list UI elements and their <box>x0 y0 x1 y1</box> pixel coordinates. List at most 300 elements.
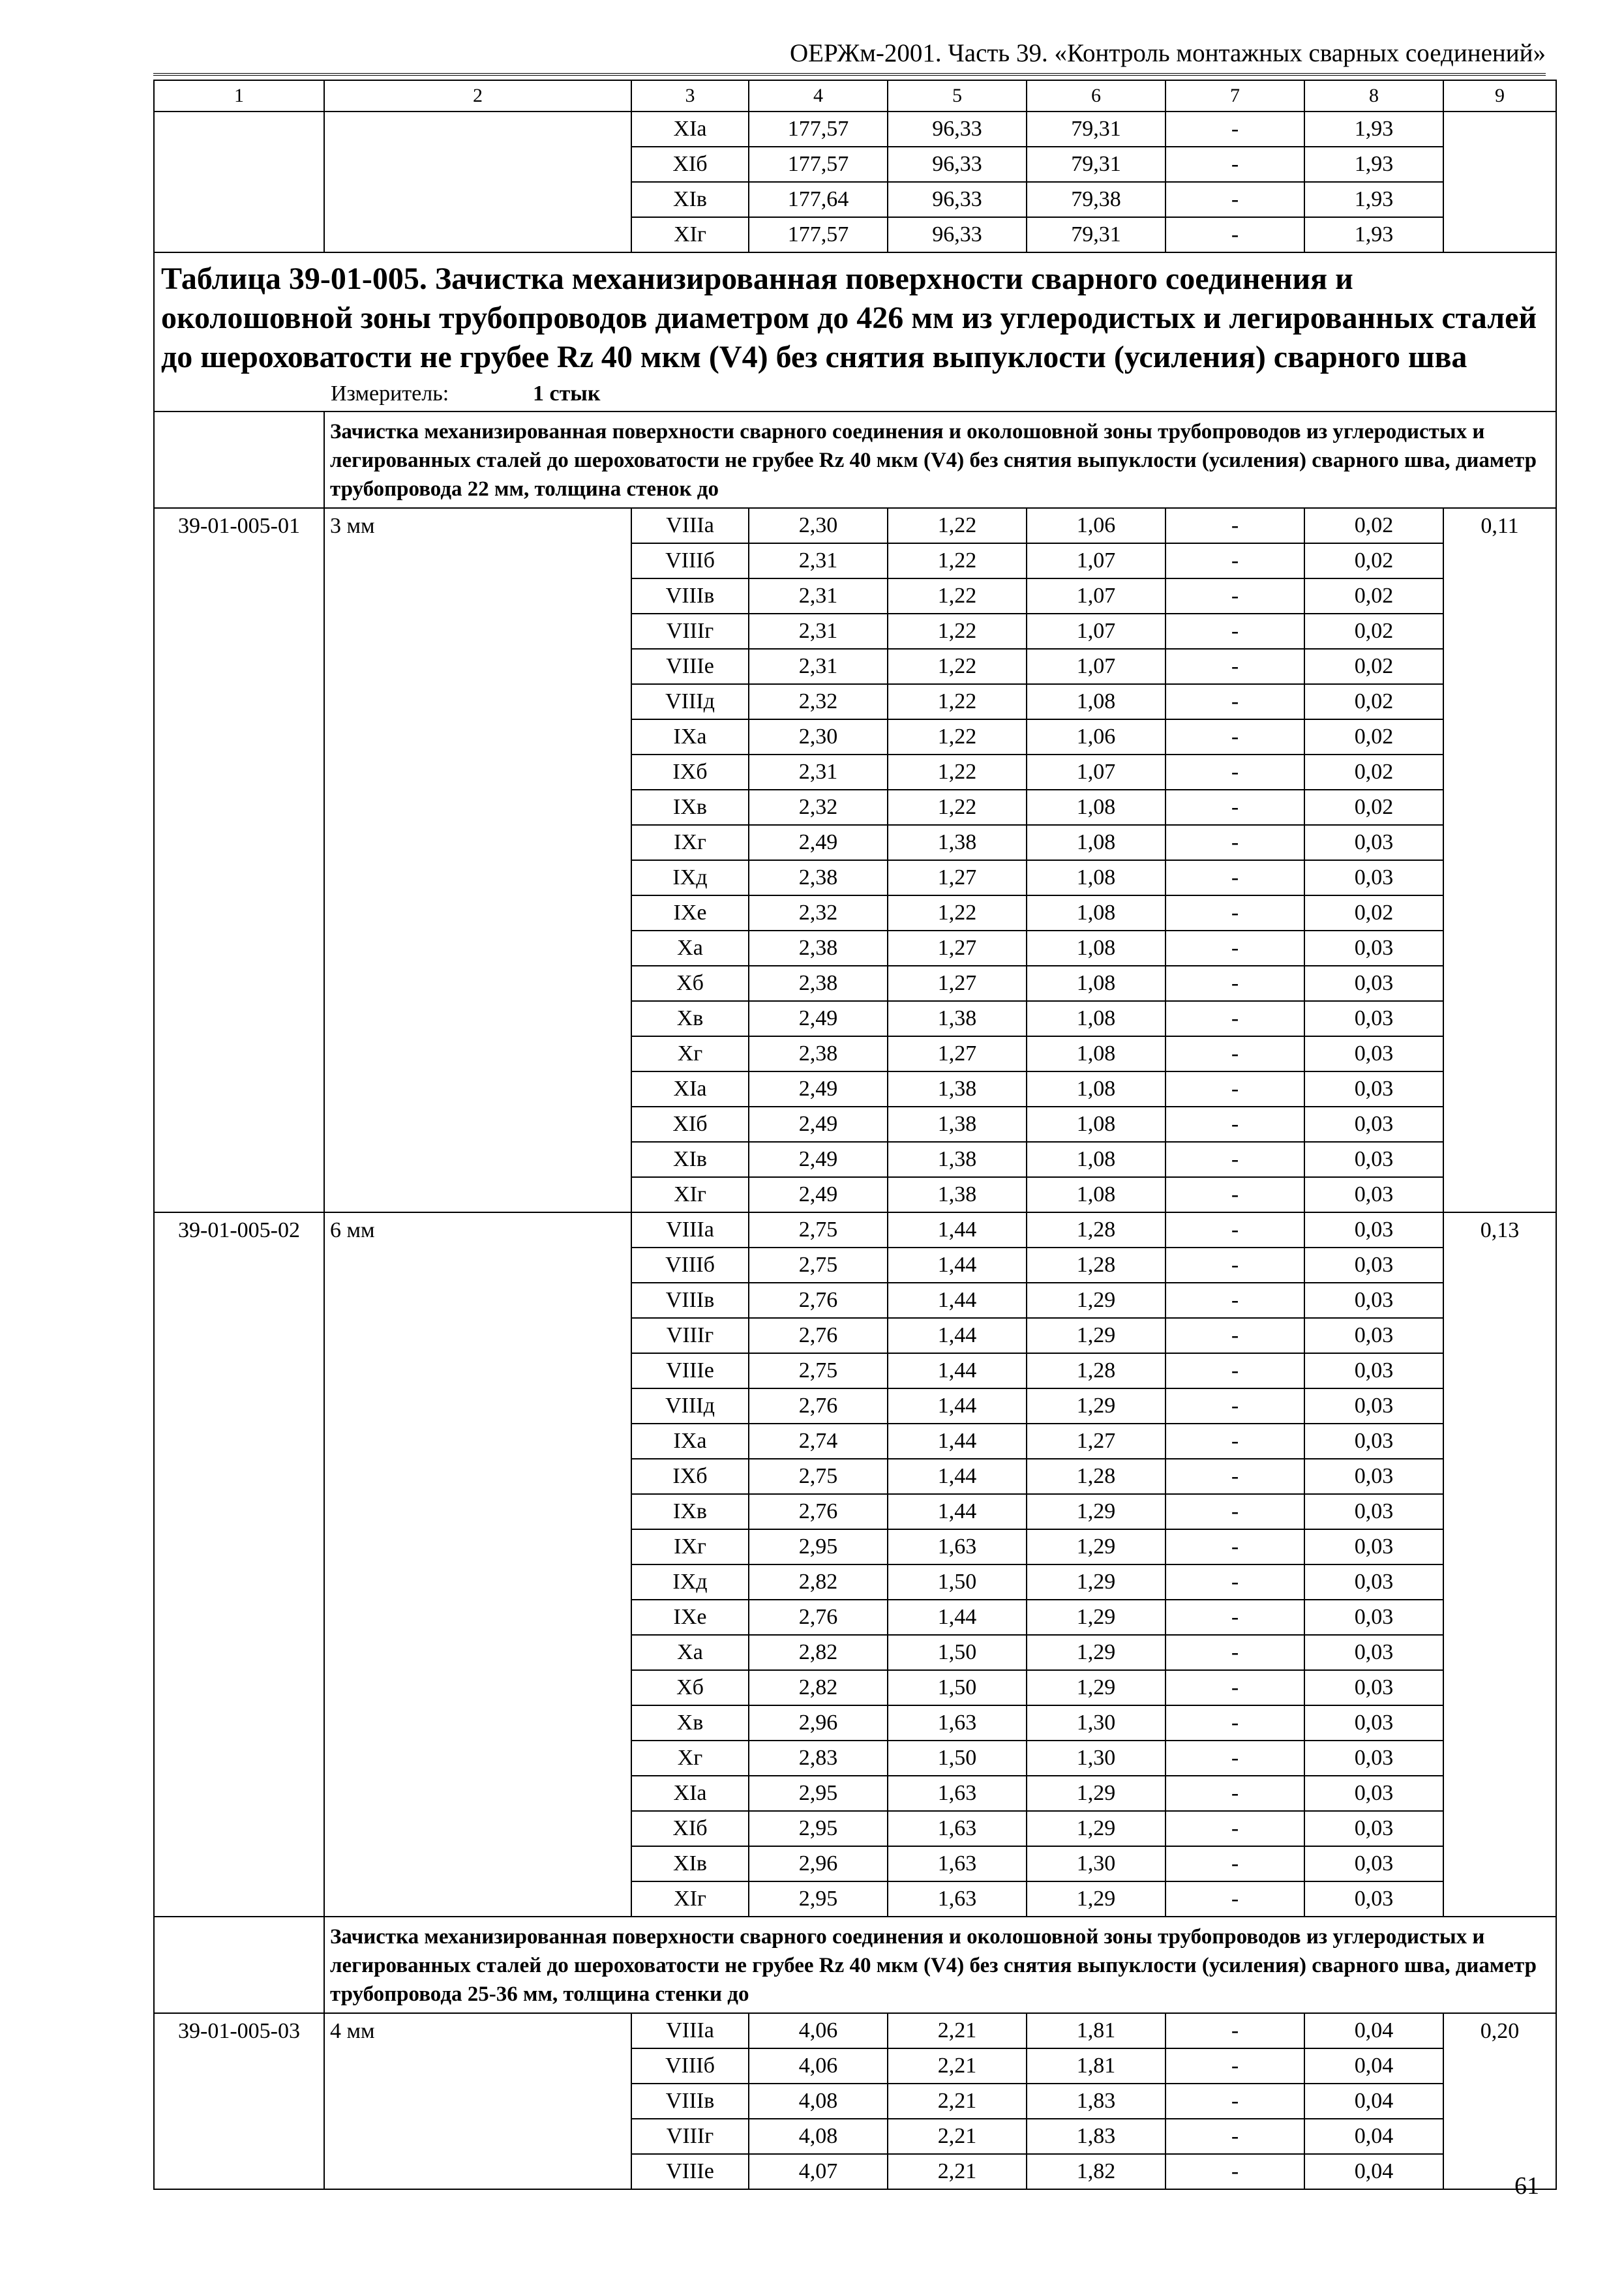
value-cell-c7: - <box>1165 182 1304 217</box>
value-cell-c5: 2,21 <box>888 2048 1027 2084</box>
value-cell-c7: - <box>1165 1142 1304 1177</box>
category-cell: VIIIг <box>631 614 749 649</box>
category-cell: VIIIд <box>631 684 749 719</box>
value-cell-c6: 1,07 <box>1027 614 1165 649</box>
value-cell-c4: 2,95 <box>749 1881 888 1917</box>
norm-value: 0,11 <box>1443 508 1556 1212</box>
value-cell-c4: 2,75 <box>749 1212 888 1248</box>
column-number: 1 <box>154 80 324 112</box>
value-cell-c4: 2,76 <box>749 1600 888 1635</box>
value-cell-c4: 2,31 <box>749 614 888 649</box>
value-cell-c6: 1,29 <box>1027 1776 1165 1811</box>
value-cell-c8: 0,03 <box>1304 1881 1443 1917</box>
value-cell-c8: 0,02 <box>1304 578 1443 614</box>
value-cell-c7: - <box>1165 2119 1304 2154</box>
value-cell-c8: 1,93 <box>1304 147 1443 182</box>
value-cell-c7: - <box>1165 1494 1304 1529</box>
value-cell-c6: 1,07 <box>1027 649 1165 684</box>
value-cell-c7: - <box>1165 1635 1304 1670</box>
table-title-cell <box>154 252 1556 411</box>
category-cell: Xв <box>631 1705 749 1741</box>
category-cell: VIIIв <box>631 1283 749 1318</box>
value-cell-c6: 1,28 <box>1027 1459 1165 1494</box>
value-cell-c4: 2,75 <box>749 1248 888 1283</box>
value-cell-c7: - <box>1165 543 1304 578</box>
value-cell-c4: 2,32 <box>749 684 888 719</box>
value-cell-c8: 0,02 <box>1304 614 1443 649</box>
value-cell-c8: 0,03 <box>1304 1107 1443 1142</box>
value-cell-c8: 0,03 <box>1304 1705 1443 1741</box>
section-description-row <box>154 411 1556 508</box>
value-cell-c5: 1,44 <box>888 1494 1027 1529</box>
value-cell-c5: 2,21 <box>888 2084 1027 2119</box>
value-cell-c6: 1,08 <box>1027 1142 1165 1177</box>
value-cell-c7: - <box>1165 1388 1304 1424</box>
wall-thickness: 3 мм <box>324 508 631 1212</box>
value-cell-c5: 1,50 <box>888 1741 1027 1776</box>
category-cell: XIв <box>631 1846 749 1881</box>
category-cell: VIIIе <box>631 2154 749 2189</box>
value-cell-c6: 1,08 <box>1027 966 1165 1001</box>
value-cell-c4: 2,38 <box>749 1036 888 1071</box>
value-cell-c4: 2,38 <box>749 931 888 966</box>
value-cell-c6: 1,83 <box>1027 2119 1165 2154</box>
value-cell-c7: - <box>1165 2048 1304 2084</box>
code-cell-empty <box>154 112 324 252</box>
value-cell-c4: 2,38 <box>749 966 888 1001</box>
table-title: Таблица 39-01-005. Зачистка механизированная поверхности сварного соединения и околошовной зоны трубопроводов диаметром до 426 мм из углеродистых и легированных сталей до шероховатости не грубее Rz 40 мкм (V4) без снятия выпуклости (усиления) сварного шва <box>161 262 1537 374</box>
section-description: Зачистка механизированная поверхности сварного соединения и околошовной зоны трубопроводов из углеродистых и легированных сталей до шероховатости не грубее Rz 40 мкм (V4) без снятия выпуклости (усиления) сварного шва, диаметр трубопровода 22 мм, толщина стенок до <box>324 411 1556 508</box>
value-cell-c5: 1,22 <box>888 719 1027 755</box>
value-cell-c6: 1,30 <box>1027 1846 1165 1881</box>
value-cell-c7: - <box>1165 931 1304 966</box>
value-cell-c5: 1,44 <box>888 1248 1027 1283</box>
value-cell-c8: 0,03 <box>1304 1388 1443 1424</box>
value-cell-c5: 1,22 <box>888 649 1027 684</box>
value-cell-c5: 1,38 <box>888 1107 1027 1142</box>
value-cell-c5: 96,33 <box>888 112 1027 147</box>
value-cell-c7: - <box>1165 1177 1304 1212</box>
value-cell-c7: - <box>1165 684 1304 719</box>
value-cell-c6: 1,29 <box>1027 1811 1165 1846</box>
value-cell-c7: - <box>1165 755 1304 790</box>
value-cell-c5: 1,27 <box>888 1036 1027 1071</box>
value-cell-c4: 2,83 <box>749 1741 888 1776</box>
value-cell-c8: 0,03 <box>1304 966 1443 1001</box>
value-cell-c6: 79,31 <box>1027 112 1165 147</box>
value-cell-c6: 1,07 <box>1027 578 1165 614</box>
value-cell-c5: 1,38 <box>888 1177 1027 1212</box>
value-cell-c5: 1,50 <box>888 1564 1027 1600</box>
value-cell-c4: 2,75 <box>749 1459 888 1494</box>
value-cell-c4: 2,49 <box>749 1001 888 1036</box>
value-cell-c8: 0,04 <box>1304 2013 1443 2048</box>
value-cell-c8: 0,03 <box>1304 1036 1443 1071</box>
value-cell-c6: 1,08 <box>1027 895 1165 931</box>
category-cell: IXг <box>631 825 749 860</box>
value-cell-c7: - <box>1165 217 1304 252</box>
value-cell-c7: - <box>1165 1776 1304 1811</box>
column-number: 8 <box>1304 80 1443 112</box>
value-cell-c4: 2,32 <box>749 895 888 931</box>
value-cell-c7: - <box>1165 147 1304 182</box>
value-cell-c8: 0,02 <box>1304 719 1443 755</box>
value-cell-c6: 1,29 <box>1027 1564 1165 1600</box>
value-cell-c7: - <box>1165 649 1304 684</box>
value-cell-c6: 1,30 <box>1027 1741 1165 1776</box>
value-cell-c5: 1,44 <box>888 1283 1027 1318</box>
category-cell: Xг <box>631 1741 749 1776</box>
value-cell-c6: 1,08 <box>1027 790 1165 825</box>
page-header: ОЕРЖм-2001. Часть 39. «Контроль монтажных сварных соединений» <box>153 34 1546 76</box>
wall-thickness: 6 мм <box>324 1212 631 1917</box>
category-cell: VIIIг <box>631 1318 749 1353</box>
table-row <box>154 112 1556 147</box>
value-cell-c4: 2,82 <box>749 1635 888 1670</box>
value-cell-c6: 1,08 <box>1027 1001 1165 1036</box>
value-cell-c4: 2,38 <box>749 860 888 895</box>
value-cell-c5: 1,27 <box>888 860 1027 895</box>
category-cell: Xа <box>631 931 749 966</box>
value-cell-c4: 2,49 <box>749 1107 888 1142</box>
category-cell: Xб <box>631 1670 749 1705</box>
category-cell: Xг <box>631 1036 749 1071</box>
category-cell: VIIIб <box>631 543 749 578</box>
value-cell-c4: 2,30 <box>749 719 888 755</box>
value-cell-c8: 0,03 <box>1304 1846 1443 1881</box>
value-cell-c5: 1,44 <box>888 1212 1027 1248</box>
value-cell-c5: 1,63 <box>888 1811 1027 1846</box>
value-cell-c6: 1,06 <box>1027 719 1165 755</box>
value-cell-c4: 2,95 <box>749 1529 888 1564</box>
value-cell-c8: 0,02 <box>1304 755 1443 790</box>
column-number: 2 <box>324 80 631 112</box>
category-cell: VIIIб <box>631 2048 749 2084</box>
value-cell-c6: 1,28 <box>1027 1248 1165 1283</box>
value-cell-c7: - <box>1165 1318 1304 1353</box>
value-cell-c8: 0,03 <box>1304 1353 1443 1388</box>
value-cell-c7: - <box>1165 1212 1304 1248</box>
category-cell: XIа <box>631 1071 749 1107</box>
value-cell-c7: - <box>1165 1071 1304 1107</box>
value-cell-c6: 1,81 <box>1027 2013 1165 2048</box>
value-cell-c7: - <box>1165 2084 1304 2119</box>
value-cell-c5: 1,22 <box>888 790 1027 825</box>
value-cell-c8: 0,04 <box>1304 2119 1443 2154</box>
value-cell-c4: 2,76 <box>749 1283 888 1318</box>
column-number: 5 <box>888 80 1027 112</box>
value-cell-c5: 1,38 <box>888 825 1027 860</box>
category-cell: XIб <box>631 1107 749 1142</box>
value-cell-c6: 1,29 <box>1027 1635 1165 1670</box>
value-cell-c7: - <box>1165 2154 1304 2189</box>
value-cell-c8: 1,93 <box>1304 182 1443 217</box>
category-cell: VIIIа <box>631 508 749 543</box>
wall-thickness: 4 мм <box>324 2013 631 2189</box>
column-number: 4 <box>749 80 888 112</box>
value-cell-c7: - <box>1165 508 1304 543</box>
value-cell-c7: - <box>1165 1459 1304 1494</box>
section-description: Зачистка механизированная поверхности сварного соединения и околошовной зоны трубопроводов из углеродистых и легированных сталей до шероховатости не грубее Rz 40 мкм (V4) без снятия выпуклости (усиления) сварного шва, диаметр трубопровода 25-36 мм, толщина стенки до <box>324 1917 1556 2013</box>
value-cell-c8: 0,03 <box>1304 825 1443 860</box>
value-cell-c8: 0,02 <box>1304 508 1443 543</box>
category-cell: XIб <box>631 147 749 182</box>
value-cell-c7: - <box>1165 1846 1304 1881</box>
value-cell-c6: 1,07 <box>1027 755 1165 790</box>
value-cell-c6: 1,29 <box>1027 1318 1165 1353</box>
value-cell-c5: 1,63 <box>888 1776 1027 1811</box>
value-cell-c8: 0,03 <box>1304 1811 1443 1846</box>
norm-value: 0,13 <box>1443 1212 1556 1917</box>
value-cell-c6: 1,08 <box>1027 684 1165 719</box>
value-cell-c6: 1,28 <box>1027 1212 1165 1248</box>
category-cell: XIа <box>631 112 749 147</box>
value-cell-c8: 0,04 <box>1304 2154 1443 2189</box>
value-cell-c4: 2,49 <box>749 1177 888 1212</box>
value-cell-c7: - <box>1165 1424 1304 1459</box>
value-cell-c8: 0,03 <box>1304 1142 1443 1177</box>
value-cell-c4: 2,96 <box>749 1846 888 1881</box>
value-cell-c5: 1,27 <box>888 931 1027 966</box>
value-cell-c8: 0,03 <box>1304 1177 1443 1212</box>
value-cell-c6: 1,30 <box>1027 1705 1165 1741</box>
value-cell-c5: 1,44 <box>888 1600 1027 1635</box>
measure-label: Измеритель: <box>331 382 449 406</box>
rate-code: 39-01-005-02 <box>154 1212 324 1917</box>
category-cell: XIб <box>631 1811 749 1846</box>
value-cell-c5: 1,44 <box>888 1318 1027 1353</box>
rate-code: 39-01-005-03 <box>154 2013 324 2189</box>
value-cell-c6: 1,82 <box>1027 2154 1165 2189</box>
value-cell-c5: 1,27 <box>888 966 1027 1001</box>
value-cell-c5: 1,22 <box>888 755 1027 790</box>
value-cell-c4: 2,95 <box>749 1811 888 1846</box>
value-cell-c4: 2,82 <box>749 1670 888 1705</box>
table-row <box>154 508 1556 543</box>
value-cell-c6: 1,08 <box>1027 1177 1165 1212</box>
value-cell-c5: 1,38 <box>888 1001 1027 1036</box>
value-cell-c8: 0,03 <box>1304 1529 1443 1564</box>
value-cell-c4: 2,49 <box>749 1142 888 1177</box>
category-cell: IXд <box>631 860 749 895</box>
value-cell-c8: 0,03 <box>1304 860 1443 895</box>
value-cell-c5: 96,33 <box>888 182 1027 217</box>
category-cell: IXв <box>631 1494 749 1529</box>
value-cell-c7: - <box>1165 895 1304 931</box>
value-cell-c5: 1,63 <box>888 1846 1027 1881</box>
category-cell: VIIIе <box>631 1353 749 1388</box>
value-cell-c7: - <box>1165 825 1304 860</box>
value-cell-c8: 0,04 <box>1304 2084 1443 2119</box>
value-cell-c7: - <box>1165 719 1304 755</box>
value-cell-c4: 2,31 <box>749 649 888 684</box>
value-cell-c6: 1,29 <box>1027 1600 1165 1635</box>
section-description-row <box>154 1917 1556 2013</box>
value-cell-c8: 0,03 <box>1304 1600 1443 1635</box>
value-cell-c7: - <box>1165 1881 1304 1917</box>
column-number-row <box>154 80 1556 112</box>
category-cell: VIIIв <box>631 578 749 614</box>
category-cell: IXг <box>631 1529 749 1564</box>
value-cell-c8: 0,03 <box>1304 1001 1443 1036</box>
value-cell-c4: 2,49 <box>749 1071 888 1107</box>
rate-code: 39-01-005-01 <box>154 508 324 1212</box>
value-cell-c4: 2,32 <box>749 790 888 825</box>
value-cell-c6: 1,08 <box>1027 860 1165 895</box>
category-cell: Xб <box>631 966 749 1001</box>
value-cell-c4: 4,06 <box>749 2048 888 2084</box>
value-cell-c7: - <box>1165 1283 1304 1318</box>
value-cell-c5: 1,63 <box>888 1705 1027 1741</box>
category-cell: IXб <box>631 755 749 790</box>
category-cell: VIIIг <box>631 2119 749 2154</box>
value-cell-c8: 0,03 <box>1304 1741 1443 1776</box>
value-cell-c5: 1,44 <box>888 1459 1027 1494</box>
value-cell-c7: - <box>1165 1811 1304 1846</box>
value-cell-c8: 0,03 <box>1304 1670 1443 1705</box>
value-cell-c5: 96,33 <box>888 147 1027 182</box>
value-cell-c5: 1,22 <box>888 684 1027 719</box>
value-cell-c8: 0,03 <box>1304 1424 1443 1459</box>
value-cell-c7: - <box>1165 1248 1304 1283</box>
value-cell-c5: 2,21 <box>888 2119 1027 2154</box>
value-cell-c4: 2,31 <box>749 543 888 578</box>
value-cell-c7: - <box>1165 1600 1304 1635</box>
value-cell-c8: 0,03 <box>1304 1776 1443 1811</box>
category-cell: XIа <box>631 1776 749 1811</box>
value-cell-c4: 4,08 <box>749 2119 888 2154</box>
table-title-row <box>154 252 1556 411</box>
value-cell-c7: - <box>1165 1036 1304 1071</box>
value-cell-c5: 1,50 <box>888 1670 1027 1705</box>
value-cell-c6: 1,28 <box>1027 1353 1165 1388</box>
value-cell-c6: 1,29 <box>1027 1283 1165 1318</box>
value-cell-c7: - <box>1165 1353 1304 1388</box>
value-cell-c5: 1,44 <box>888 1388 1027 1424</box>
value-cell-c8: 0,02 <box>1304 649 1443 684</box>
value-cell-c4: 2,76 <box>749 1318 888 1353</box>
value-cell-c5: 1,63 <box>888 1881 1027 1917</box>
category-cell: XIв <box>631 182 749 217</box>
value-cell-c5: 1,22 <box>888 508 1027 543</box>
value-cell-c4: 4,07 <box>749 2154 888 2189</box>
value-cell-c4: 177,57 <box>749 217 888 252</box>
value-cell-c6: 1,29 <box>1027 1494 1165 1529</box>
table-body <box>154 80 1556 2189</box>
value-cell-c7: - <box>1165 790 1304 825</box>
value-cell-c8: 0,03 <box>1304 1494 1443 1529</box>
category-cell: IXв <box>631 790 749 825</box>
value-cell-c4: 2,76 <box>749 1388 888 1424</box>
value-cell-c7: - <box>1165 578 1304 614</box>
value-cell-c6: 1,07 <box>1027 543 1165 578</box>
category-cell: VIIIб <box>631 1248 749 1283</box>
category-cell: IXа <box>631 1424 749 1459</box>
value-cell-c8: 0,03 <box>1304 931 1443 966</box>
value-cell-c5: 1,22 <box>888 895 1027 931</box>
value-cell-c8: 0,04 <box>1304 2048 1443 2084</box>
category-cell: VIIIе <box>631 649 749 684</box>
value-cell-c6: 1,29 <box>1027 1881 1165 1917</box>
value-cell-c8: 0,02 <box>1304 543 1443 578</box>
thickness-cell-empty <box>324 112 631 252</box>
value-cell-c6: 1,08 <box>1027 1036 1165 1071</box>
value-cell-c8: 0,02 <box>1304 684 1443 719</box>
value-cell-c5: 1,22 <box>888 578 1027 614</box>
value-cell-c8: 0,02 <box>1304 790 1443 825</box>
value-cell-c5: 1,44 <box>888 1424 1027 1459</box>
category-cell: XIг <box>631 1881 749 1917</box>
value-cell-c7: - <box>1165 1564 1304 1600</box>
value-cell-c5: 1,44 <box>888 1353 1027 1388</box>
value-cell-c8: 0,03 <box>1304 1318 1443 1353</box>
value-cell-c6: 79,31 <box>1027 217 1165 252</box>
category-cell: IXб <box>631 1459 749 1494</box>
value-cell-c8: 0,03 <box>1304 1212 1443 1248</box>
value-cell-c4: 4,06 <box>749 2013 888 2048</box>
value-cell-c4: 2,96 <box>749 1705 888 1741</box>
value-cell-c4: 2,76 <box>749 1494 888 1529</box>
value-cell-c6: 1,29 <box>1027 1529 1165 1564</box>
value-cell-c8: 0,02 <box>1304 895 1443 931</box>
value-cell-c6: 1,29 <box>1027 1388 1165 1424</box>
value-cell-c8: 0,03 <box>1304 1564 1443 1600</box>
category-cell: Xв <box>631 1001 749 1036</box>
value-cell-c7: - <box>1165 112 1304 147</box>
norm-value: 0,20 <box>1443 2013 1556 2189</box>
measure-value: 1 стык <box>533 382 601 406</box>
value-cell-c6: 1,27 <box>1027 1424 1165 1459</box>
category-cell: Xа <box>631 1635 749 1670</box>
value-cell-c8: 0,03 <box>1304 1071 1443 1107</box>
value-cell-c8: 1,93 <box>1304 112 1443 147</box>
value-cell-c6: 79,38 <box>1027 182 1165 217</box>
category-cell: IXд <box>631 1564 749 1600</box>
column-number: 6 <box>1027 80 1165 112</box>
value-cell-c6: 1,08 <box>1027 1071 1165 1107</box>
page-number: 61 <box>1514 2172 1539 2200</box>
section-code-empty <box>154 1917 324 2013</box>
value-cell-c7: - <box>1165 1001 1304 1036</box>
category-cell: XIг <box>631 1177 749 1212</box>
category-cell: IXа <box>631 719 749 755</box>
value-cell-c7: - <box>1165 614 1304 649</box>
category-cell: IXе <box>631 895 749 931</box>
value-cell-c8: 0,03 <box>1304 1635 1443 1670</box>
value-cell-c6: 1,08 <box>1027 825 1165 860</box>
table-row <box>154 2013 1556 2048</box>
value-cell-c7: - <box>1165 1705 1304 1741</box>
value-cell-c6: 79,31 <box>1027 147 1165 182</box>
category-cell: VIIIд <box>631 1388 749 1424</box>
section-code-empty <box>154 411 324 508</box>
value-cell-c7: - <box>1165 2013 1304 2048</box>
value-cell-c6: 1,08 <box>1027 931 1165 966</box>
value-cell-c4: 2,95 <box>749 1776 888 1811</box>
column-number: 9 <box>1443 80 1556 112</box>
value-cell-c7: - <box>1165 1670 1304 1705</box>
value-cell-c7: - <box>1165 1107 1304 1142</box>
category-cell: XIв <box>631 1142 749 1177</box>
value-cell-c5: 1,63 <box>888 1529 1027 1564</box>
value-cell-c8: 0,03 <box>1304 1248 1443 1283</box>
norms-table <box>153 80 1557 2190</box>
value-cell-c7: - <box>1165 966 1304 1001</box>
value-cell-c5: 1,22 <box>888 543 1027 578</box>
value-cell-c5: 2,21 <box>888 2154 1027 2189</box>
category-cell: XIг <box>631 217 749 252</box>
value-cell-c4: 2,31 <box>749 755 888 790</box>
